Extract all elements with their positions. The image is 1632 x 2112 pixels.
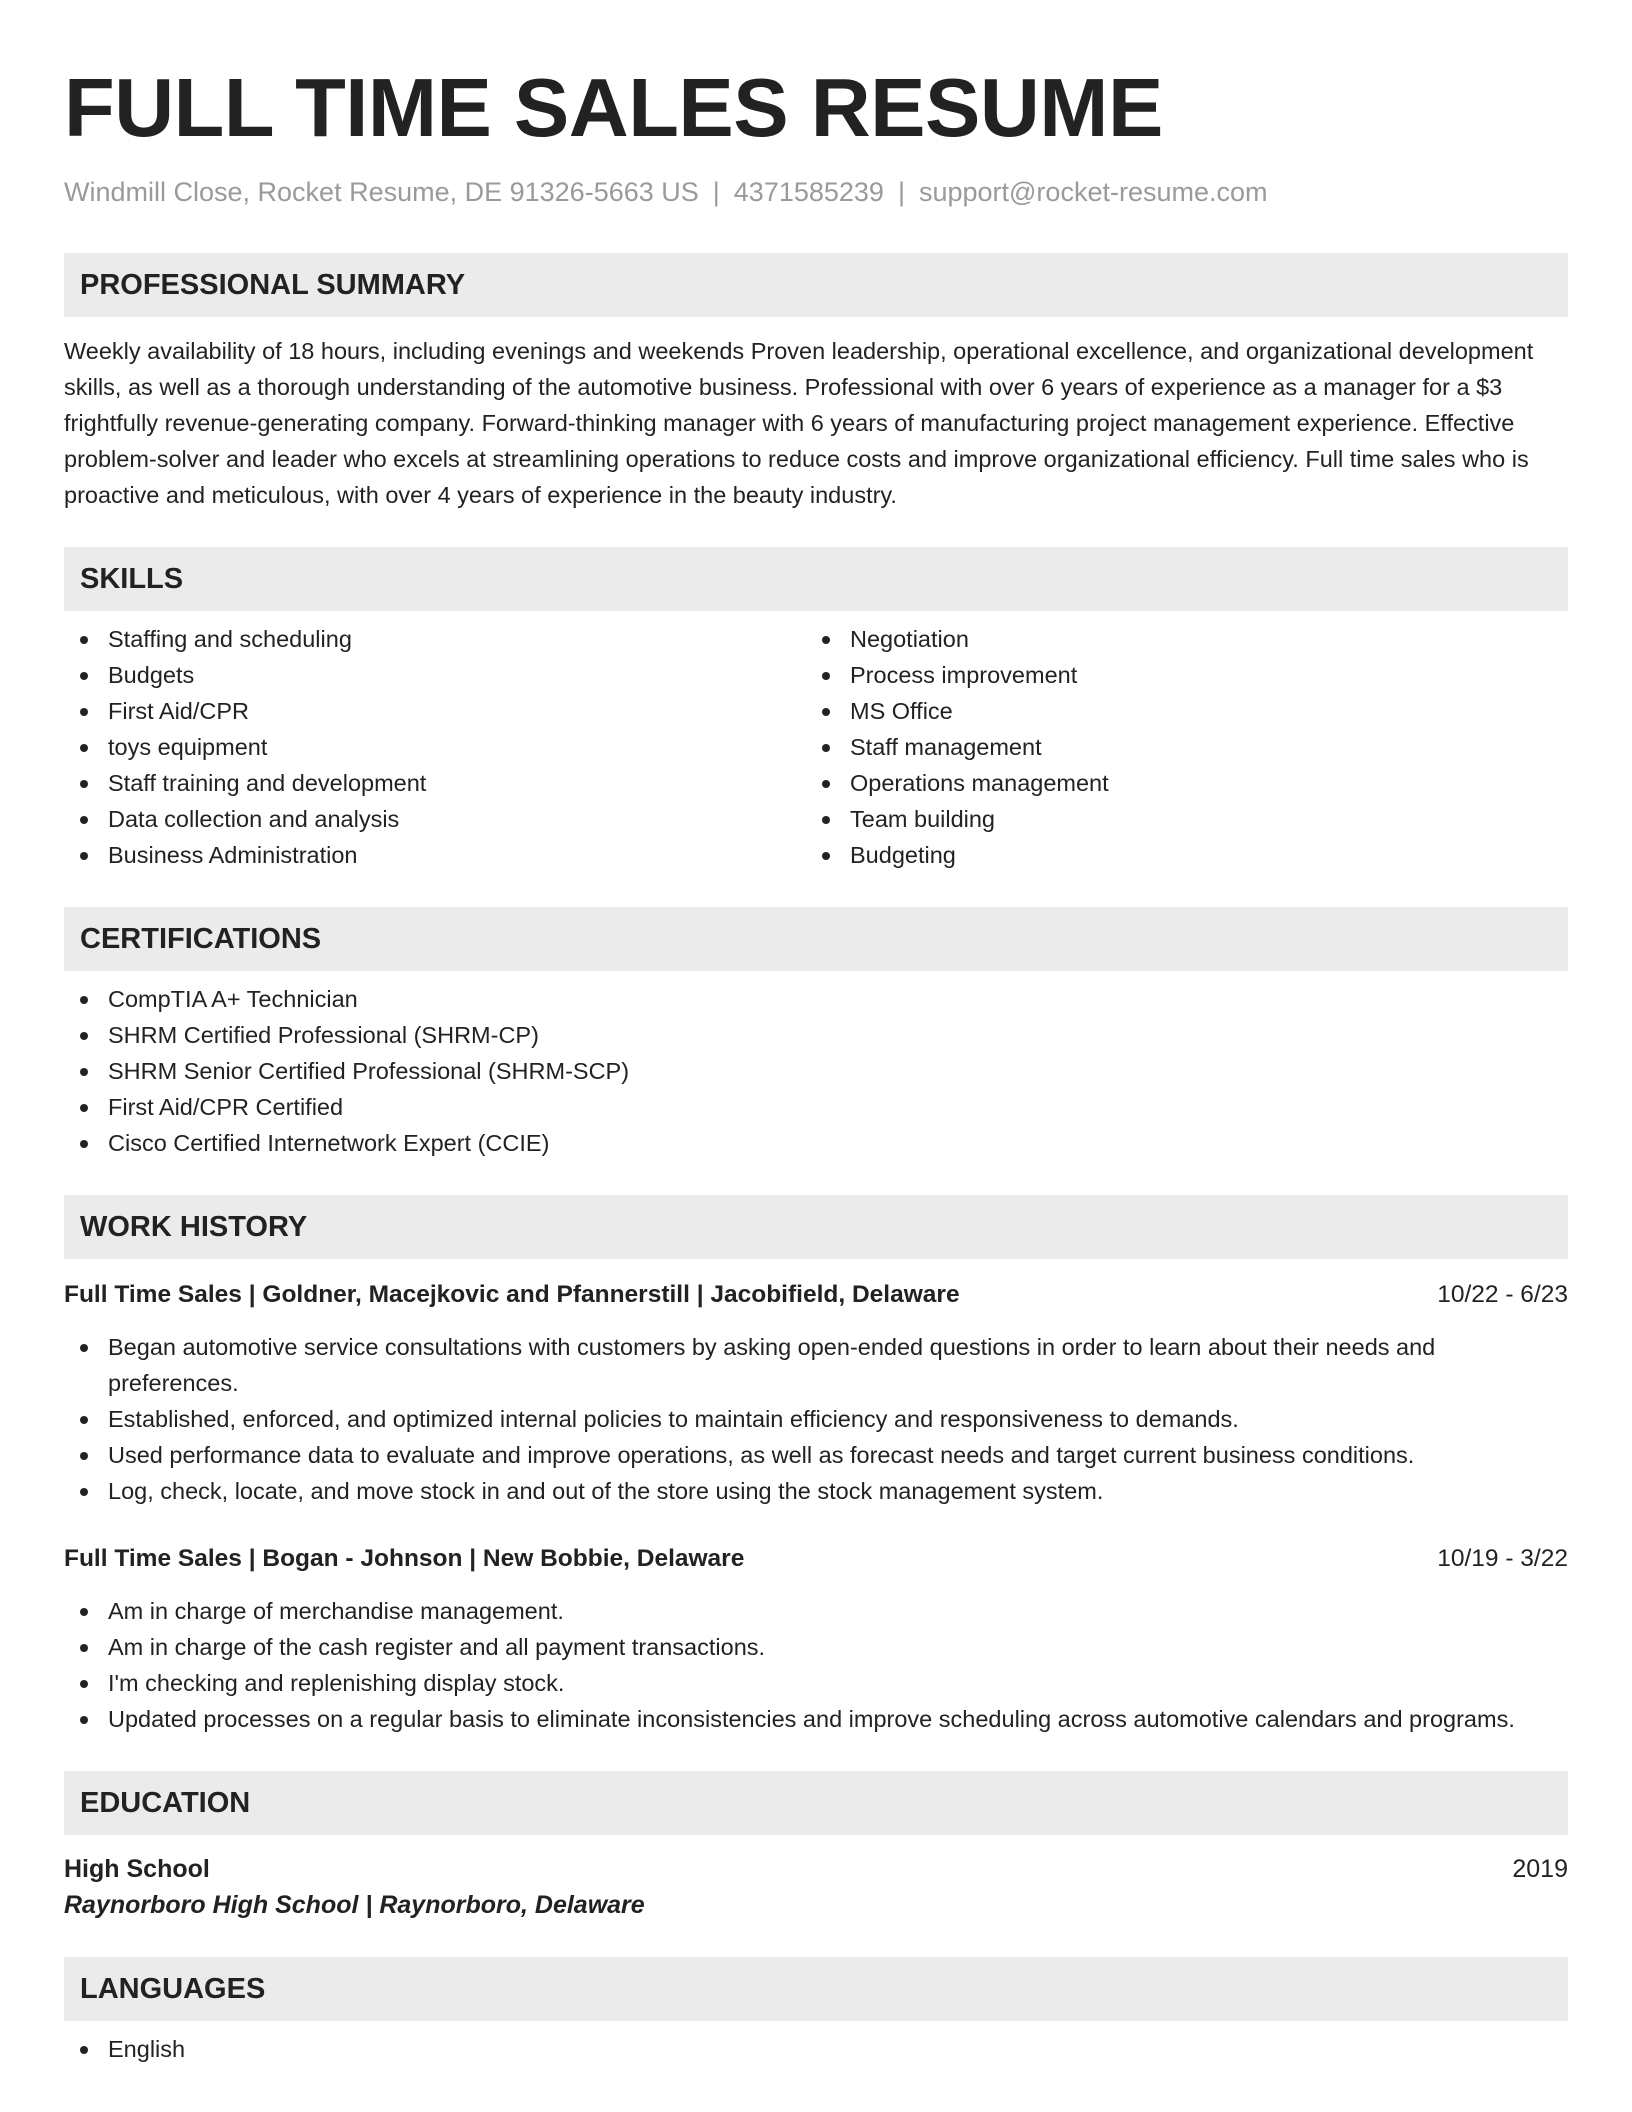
education-year: 2019 (1512, 1855, 1568, 1883)
education-heading-row (64, 1851, 1568, 1887)
list-item: English (64, 2031, 1568, 2067)
list-item: First Aid/CPR (64, 693, 806, 729)
skills-column-left (64, 621, 806, 873)
job-dates: 10/22 - 6/23 (1437, 1281, 1568, 1308)
languages-list (64, 2031, 1568, 2067)
resume-page (64, 0, 1568, 2067)
job-heading-row (64, 1277, 1568, 1313)
list-item: Log, check, locate, and move stock in and out of the store using the stock management system. (64, 1473, 1568, 1509)
section-header-skills: SKILLS (64, 547, 1568, 611)
list-item: Updated processes on a regular basis to eliminate inconsistencies and improve scheduling across automotive calendars and programs. (64, 1701, 1568, 1737)
separator: | (897, 177, 905, 207)
list-item: Established, enforced, and optimized internal policies to maintain efficiency and responsiveness to demands. (64, 1401, 1568, 1437)
education-entry (64, 1851, 1568, 1923)
list-item: Staffing and scheduling (64, 621, 806, 657)
phone: 4371585239 (733, 177, 884, 207)
list-item: Team building (806, 801, 1548, 837)
list-item: Budgets (64, 657, 806, 693)
list-item: Operations management (806, 765, 1548, 801)
contact-line (64, 174, 1568, 210)
list-item: Am in charge of the cash register and all payment transactions. (64, 1629, 1568, 1665)
list-item: Cisco Certified Internetwork Expert (CCIE) (64, 1125, 1568, 1161)
skills-column-right (806, 621, 1548, 873)
list-item: Staff training and development (64, 765, 806, 801)
list-item: Budgeting (806, 837, 1548, 873)
list-item: First Aid/CPR Certified (64, 1089, 1568, 1125)
email-link[interactable]: support@rocket-resume.com (918, 177, 1268, 207)
section-header-certifications: CERTIFICATIONS (64, 907, 1568, 971)
job-entry (64, 1277, 1568, 1509)
job-bullets (64, 1593, 1568, 1737)
section-header-work-history: WORK HISTORY (64, 1195, 1568, 1259)
list-item: I'm checking and replenishing display stock. (64, 1665, 1568, 1701)
address: Windmill Close, Rocket Resume, DE 91326-5663 US (64, 177, 699, 207)
list-item: Process improvement (806, 657, 1548, 693)
list-item: Negotiation (806, 621, 1548, 657)
job-dates: 10/19 - 3/22 (1437, 1545, 1568, 1572)
list-item: Began automotive service consultations with customers by asking open-ended questions in order to learn about their needs and preferences. (64, 1329, 1568, 1401)
certifications-list (64, 981, 1568, 1161)
list-item: Am in charge of merchandise management. (64, 1593, 1568, 1629)
job-heading-row (64, 1541, 1568, 1577)
list-item: CompTIA A+ Technician (64, 981, 1568, 1017)
list-item: toys equipment (64, 729, 806, 765)
list-item: SHRM Certified Professional (SHRM-CP) (64, 1017, 1568, 1053)
section-header-education: EDUCATION (64, 1771, 1568, 1835)
section-header-languages: LANGUAGES (64, 1957, 1568, 2021)
degree: High School (64, 1855, 210, 1883)
job-title: Full Time Sales | Goldner, Macejkovic and Pfannerstill | Jacobifield, Delaware (64, 1281, 960, 1308)
list-item: Data collection and analysis (64, 801, 806, 837)
list-item: SHRM Senior Certified Professional (SHRM-SCP) (64, 1053, 1568, 1089)
separator: | (712, 177, 720, 207)
summary-text: Weekly availability of 18 hours, including evenings and weekends Proven leadership, operational excellence, and organizational development skills, as well as a thorough understanding of the automotive business. Professional with over 6 years of experience as a manager for a $3 frightfully revenue-generating company. Forward-thinking manager with 6 years of manufacturing project management experience. Effective problem-solver and leader who excels at streamlining operations to reduce costs and improve organizational efficiency. Full time sales who is proactive and meticulous, with over 4 years of experience in the beauty industry. (64, 338, 1534, 508)
school-name: Raynorboro High School | Raynorboro, Delaware (64, 1891, 645, 1919)
list-item: Used performance data to evaluate and improve operations, as well as forecast needs and target current business conditions. (64, 1437, 1568, 1473)
job-title: Full Time Sales | Bogan - Johnson | New Bobbie, Delaware (64, 1545, 745, 1572)
skills-list (64, 621, 1568, 873)
list-item: Business Administration (64, 837, 806, 873)
job-entry (64, 1541, 1568, 1737)
list-item: MS Office (806, 693, 1548, 729)
section-header-summary: PROFESSIONAL SUMMARY (64, 253, 1568, 317)
job-bullets (64, 1329, 1568, 1509)
resume-title: FULL TIME SALES RESUME (64, 61, 1163, 154)
list-item: Staff management (806, 729, 1548, 765)
